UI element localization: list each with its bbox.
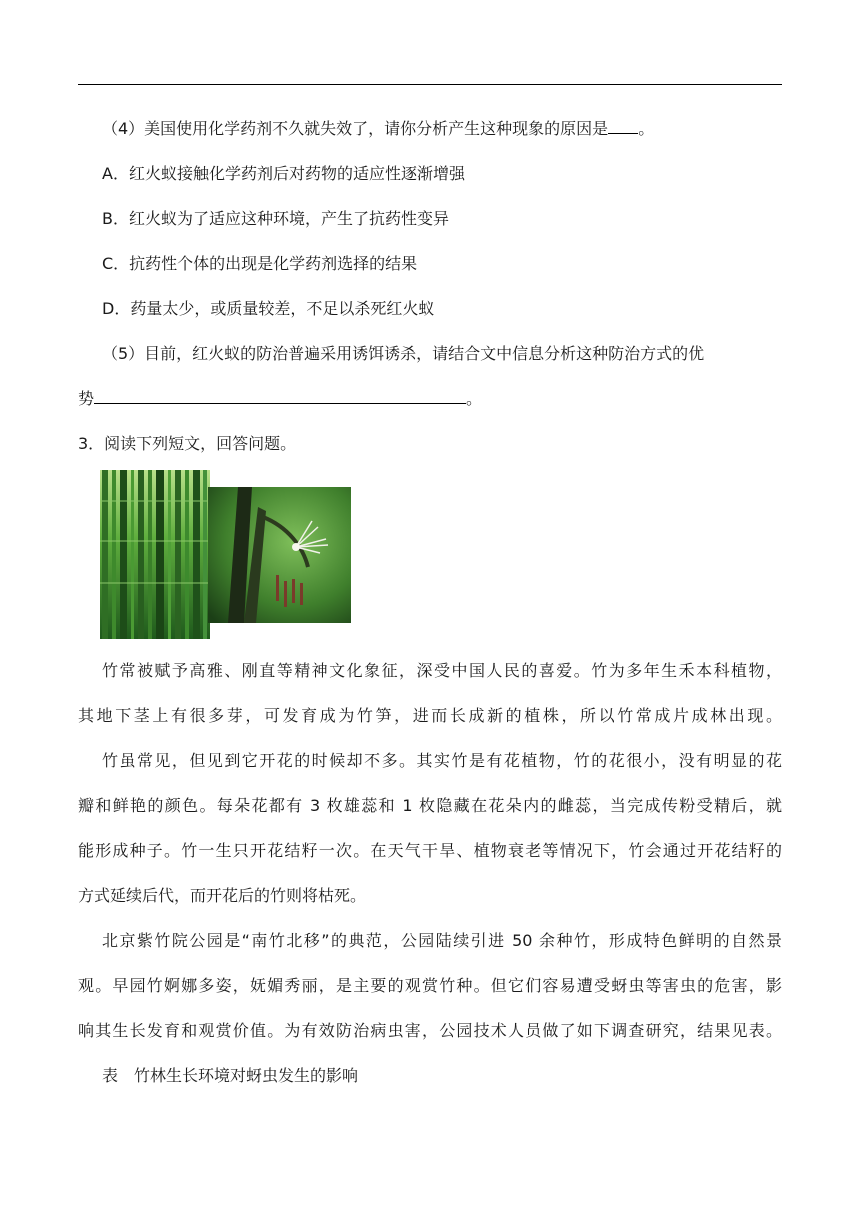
q4-option-d: D．药量太少，或质量较差，不足以杀死红火蚁: [102, 299, 435, 318]
q3-heading: 3．阅读下列短文，回答问题。: [78, 434, 297, 453]
header-rule: [78, 84, 782, 85]
q4-stem-text: （4）美国使用化学药剂不久就失效了，请你分析产生这种现象的原因是: [102, 119, 609, 138]
passage-p3-line1: 北京紫竹院公园是“南竹北移”的典范，公园陆续引进 50 余种竹，形成特色鲜明的自然景: [102, 931, 782, 950]
passage-p1-line1: 竹常被赋予高雅、刚直等精神文化象征，深受中国人民的喜爱。竹为多年生禾本科植物，: [102, 661, 782, 680]
bamboo-forest-photo: [100, 470, 210, 639]
passage-p2-line2: 瓣和鲜艳的颜色。每朵花都有 3 枚雄蕊和 1 枚隐藏在花朵内的雌蕊，当完成传粉受精后，就: [78, 796, 782, 815]
q5-stem-line2: [78, 388, 782, 410]
q4-option-c: C．抗药性个体的出现是化学药剂选择的结果: [102, 254, 418, 273]
q4-option-b: B．红火蚁为了适应这种环境，产生了抗药性变异: [102, 209, 449, 228]
q4-stem: [102, 118, 782, 140]
q5-stem-line1: （5）目前，红火蚁的防治普遍采用诱饵诱杀，请结合文中信息分析这种防治方式的优: [102, 344, 705, 363]
passage-p3-line2: 观。早园竹婀娜多姿，妩媚秀丽，是主要的观赏竹种。但它们容易遭受蚜虫等害虫的危害，影: [78, 976, 782, 995]
passage-p2-line1: 竹虽常见，但见到它开花的时候却不多。其实竹是有花植物，竹的花很小，没有明显的花: [102, 751, 782, 770]
q4-stem-end: 。: [638, 119, 655, 138]
q4-answer-blank[interactable]: [608, 119, 638, 134]
q4-option-a: A．红火蚁接触化学药剂后对药物的适应性逐渐增强: [102, 164, 465, 183]
passage-p3-line3: 响其生长发育和观赏价值。为有效防治病虫害，公园技术人员做了如下调查研究，结果见表。: [78, 1021, 782, 1040]
q5-stem-line2-end: 。: [466, 389, 483, 408]
passage-p1-line2: 其地下茎上有很多芽，可发育成为竹笋，进而长成新的植株，所以竹常成片成林出现。: [78, 706, 782, 725]
table-caption: 表 竹林生长环境对蚜虫发生的影响: [102, 1066, 359, 1085]
passage-p2-line3: 能形成种子。竹一生只开花结籽一次。在天气干旱、植物衰老等情况下，竹会通过开花结籽的: [78, 841, 782, 860]
q5-stem-line2-start: 势: [78, 389, 95, 408]
passage-p2-line4: 方式延续后代，而开花后的竹则将枯死。: [78, 886, 367, 905]
q5-answer-blank[interactable]: [94, 389, 466, 404]
bamboo-flower-photo: [208, 487, 351, 623]
